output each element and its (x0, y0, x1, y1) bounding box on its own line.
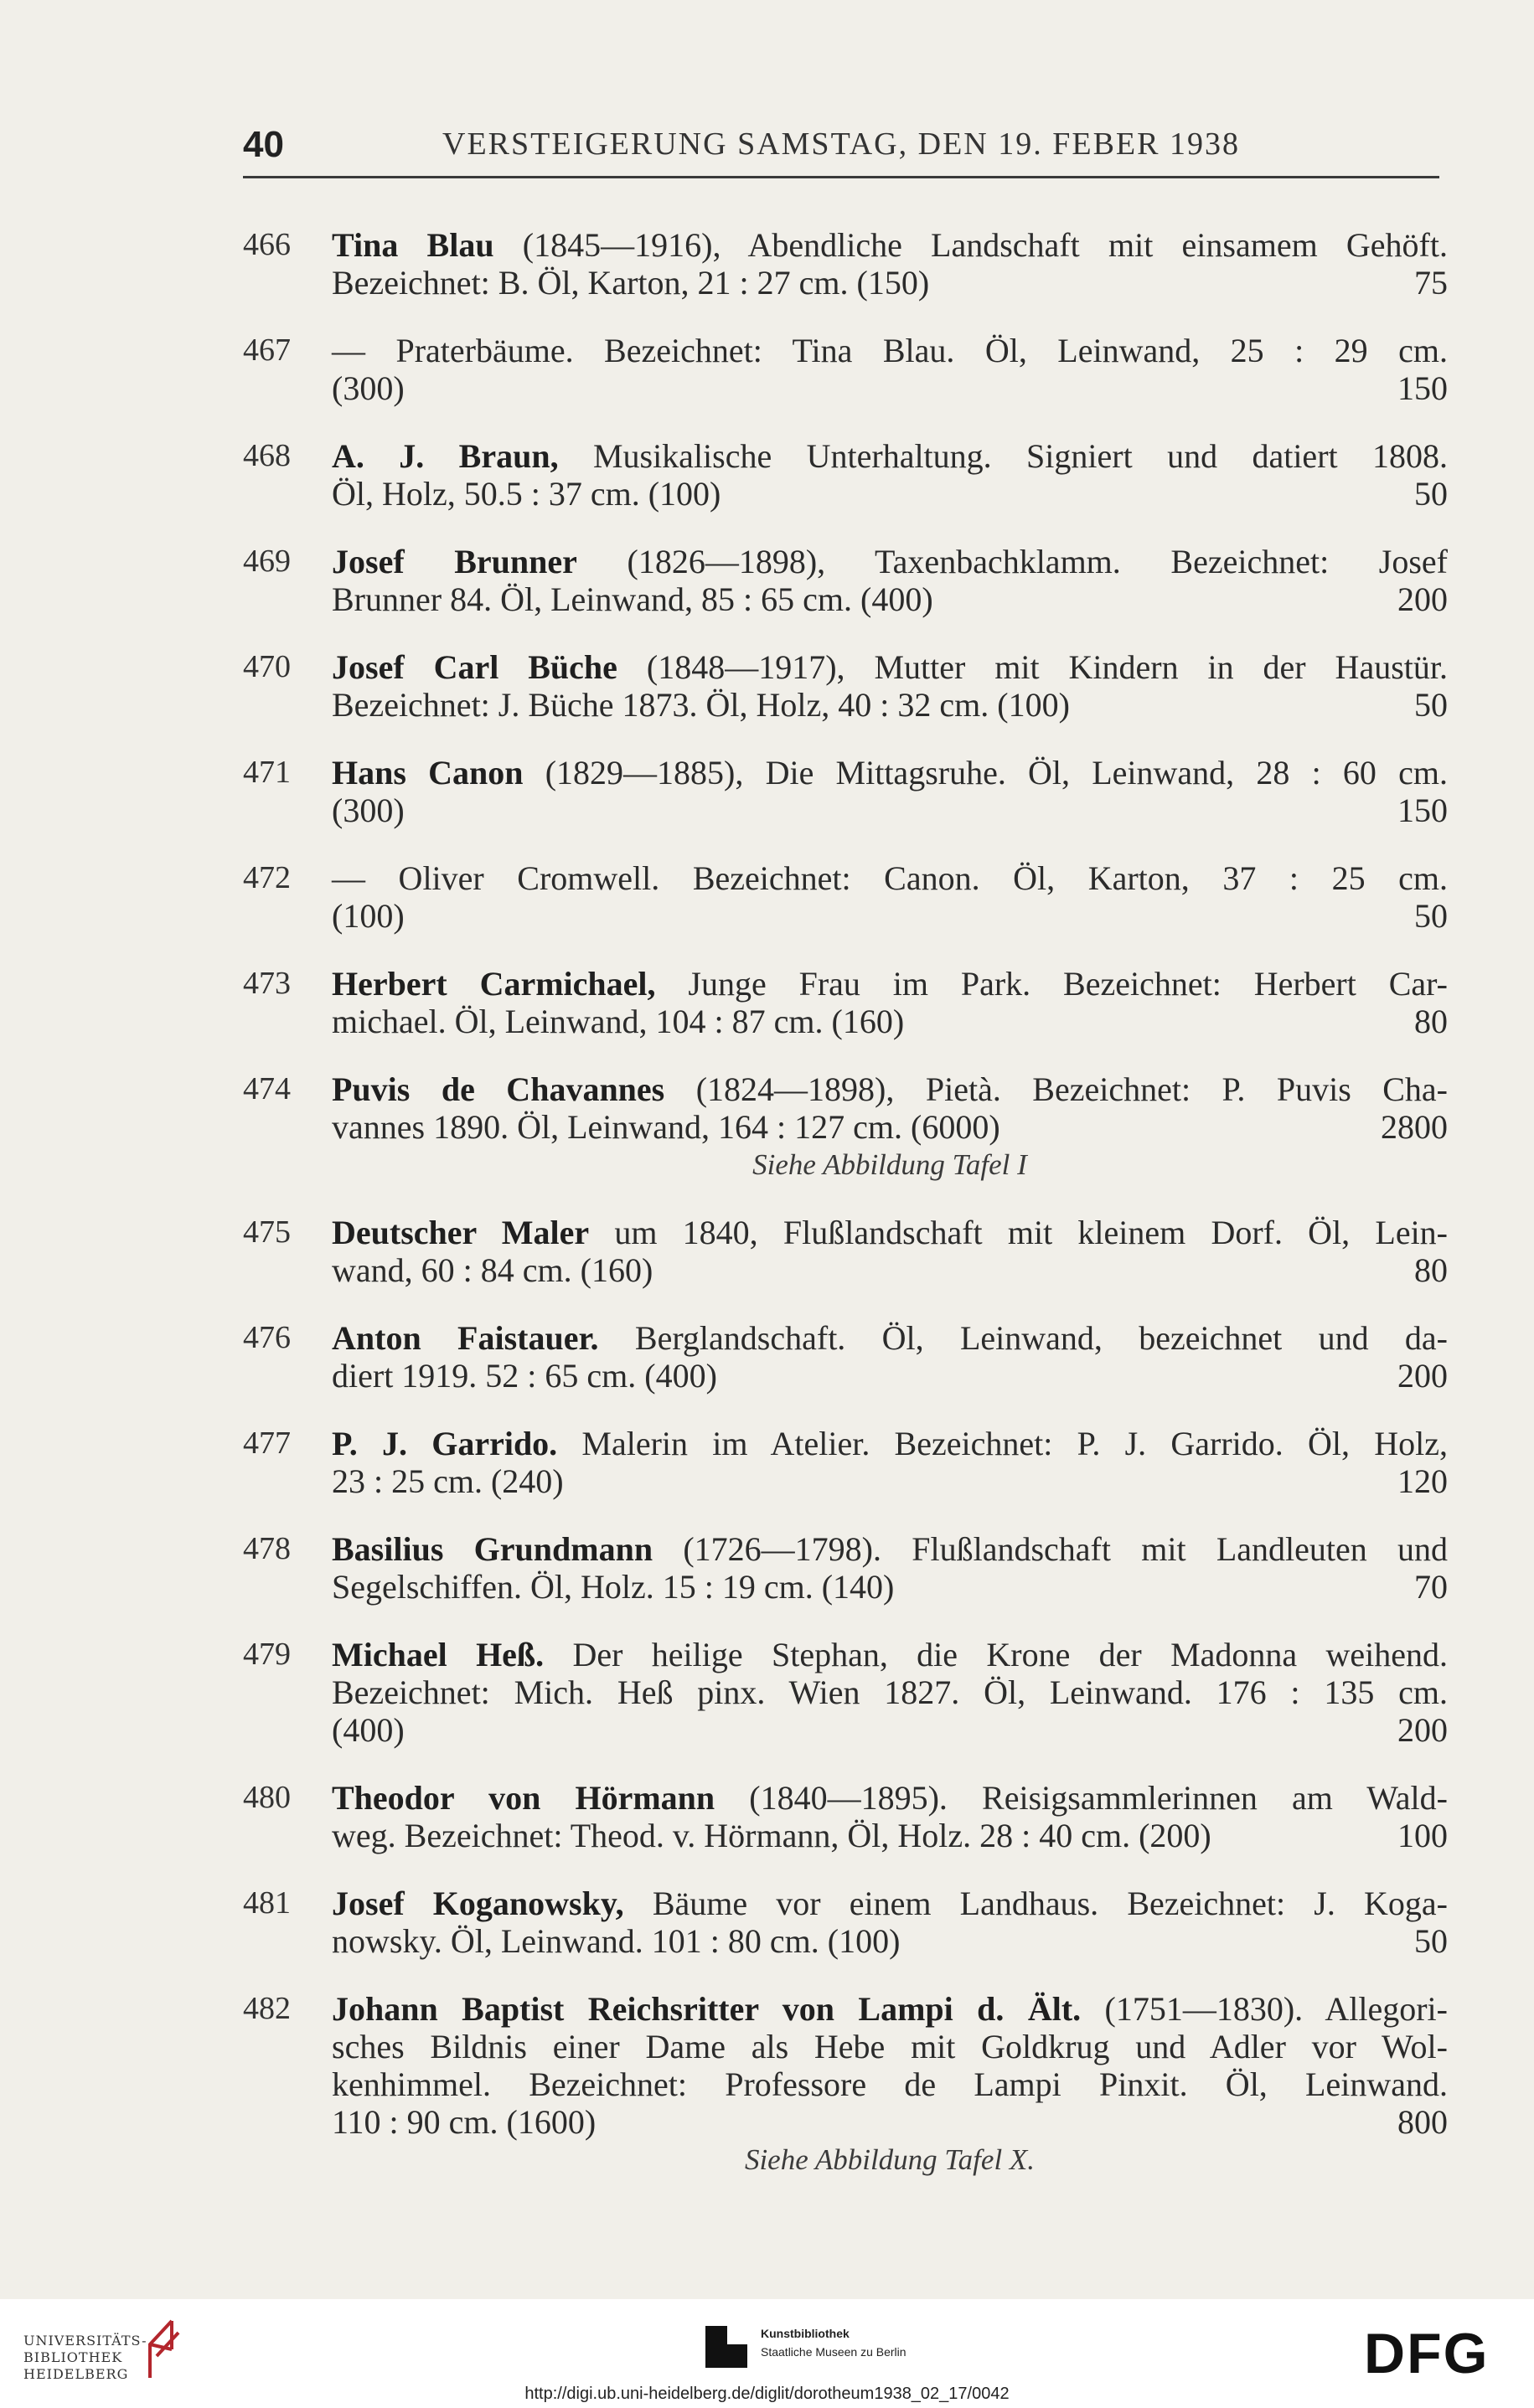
lot-number: 471 (243, 755, 291, 790)
estimate-price: 50 (1414, 897, 1448, 935)
lot-description (332, 1636, 1448, 1749)
description-line (332, 1711, 1448, 1749)
lot-description (332, 543, 1448, 618)
lot-description (332, 1990, 1448, 2141)
lot-entry (243, 1636, 1448, 1749)
lot-entry (243, 437, 1448, 513)
description-line (332, 1636, 1448, 1673)
lot-description (332, 965, 1448, 1040)
estimate-price: 80 (1414, 1251, 1448, 1289)
description-text: Brunner 84. Öl, Leinwand, 85 : 65 cm. (400) (332, 580, 933, 618)
description-text: Bezeichnet: B. Öl, Karton, 21 : 27 cm. (150) (332, 264, 930, 302)
dfg-logo: DFG (1364, 2322, 1490, 2385)
description-text: (1848—1917), Mutter mit Kindern in der Haustür. (617, 648, 1448, 686)
description-text: — Praterbäume. Bezeichnet: Tina Blau. Öl, Leinwand, 25 : 29 cm. (332, 332, 1448, 369)
description-line (332, 1357, 1448, 1395)
description-text: Bäume vor einem Landhaus. Bezeichnet: J. Koga- (623, 1885, 1448, 1922)
description-text: Öl, Holz, 50.5 : 37 cm. (100) (332, 475, 721, 513)
description-text: Segelschiffen. Öl, Holz. 15 : 19 cm. (140) (332, 1568, 895, 1606)
estimate-price: 70 (1414, 1568, 1448, 1606)
description-line (332, 1251, 1448, 1289)
description-line (332, 580, 1448, 618)
description-line (332, 965, 1448, 1003)
description-text: (1824—1898), Pietà. Bezeichnet: P. Puvis Cha- (664, 1070, 1448, 1108)
description-text: (400) (332, 1711, 405, 1749)
estimate-price: 150 (1397, 369, 1448, 407)
lot-entry (243, 1319, 1448, 1395)
artist-name: Deutscher Maler (332, 1214, 590, 1251)
estimate-price: 80 (1414, 1003, 1448, 1040)
description-text: sches Bildnis einer Dame als Hebe mit Goldkrug und Adler vor Wol- (332, 2028, 1448, 2065)
description-text: 110 : 90 cm. (1600) (332, 2103, 597, 2141)
description-line (332, 1779, 1448, 1817)
artist-name: Johann Baptist Reichsritter von Lampi d. Ält. (332, 1990, 1082, 2028)
plate-reference: Siehe Abbildung Tafel I (752, 1148, 1027, 1181)
lot-number: 475 (243, 1214, 291, 1250)
lot-description (332, 648, 1448, 724)
description-text: michael. Öl, Leinwand, 104 : 87 cm. (160) (332, 1003, 905, 1040)
lot-number: 476 (243, 1320, 291, 1355)
description-line (332, 1214, 1448, 1251)
description-text: Junge Frau im Park. Bezeichnet: Herbert Car- (655, 965, 1448, 1003)
lot-number: 467 (243, 333, 291, 368)
description-line (332, 2103, 1448, 2141)
artist-name: P. J. Garrido. (332, 1425, 558, 1462)
estimate-price: 50 (1414, 1922, 1448, 1960)
description-line (332, 369, 1448, 407)
kunstbibliothek-logo-icon (702, 2323, 751, 2371)
lot-entry (243, 226, 1448, 302)
description-text: Berglandschaft. Öl, Leinwand, bezeichnet und da- (598, 1319, 1449, 1357)
lot-number: 474 (243, 1071, 291, 1106)
plate-reference: Siehe Abbildung Tafel X. (744, 2143, 1036, 2176)
artist-name: Tina Blau (332, 226, 494, 264)
description-line (332, 2028, 1448, 2065)
description-line (332, 1817, 1448, 1854)
description-text: (300) (332, 369, 405, 407)
description-line (332, 437, 1448, 475)
page-number: 40 (243, 124, 284, 165)
description-text: Malerin im Atelier. Bezeichnet: P. J. Garrido. Öl, Holz, (557, 1425, 1448, 1462)
lot-entry (243, 1990, 1448, 2179)
estimate-price: 75 (1414, 264, 1448, 302)
artist-name: A. J. Braun, (332, 437, 559, 475)
description-text: Bezeichnet: Mich. Heß pinx. Wien 1827. Öl, Leinwand. 176 : 135 cm. (332, 1673, 1448, 1711)
page-header (243, 117, 1439, 178)
lot-description (332, 1530, 1448, 1606)
estimate-price: 120 (1397, 1462, 1448, 1500)
description-text: kenhimmel. Bezeichnet: Professore de Lampi Pinxit. Öl, Leinwand. (332, 2065, 1448, 2103)
lot-description (332, 1319, 1448, 1395)
lot-description (332, 859, 1448, 935)
lot-list (243, 226, 1448, 2209)
lot-entry (243, 332, 1448, 407)
description-text: (300) (332, 791, 405, 829)
description-line (332, 2065, 1448, 2103)
lot-entry (243, 1885, 1448, 1960)
lot-entry (243, 1779, 1448, 1854)
description-text: weg. Bezeichnet: Theod. v. Hörmann, Öl, Holz. 28 : 40 cm. (200) (332, 1817, 1211, 1854)
description-line (332, 1990, 1448, 2028)
artist-name: Theodor von Hörmann (332, 1779, 715, 1817)
lot-number: 482 (243, 1991, 291, 2026)
lot-description (332, 1779, 1448, 1854)
estimate-price: 2800 (1381, 1108, 1448, 1146)
description-line (332, 1530, 1448, 1568)
description-line (332, 1922, 1448, 1960)
description-text: Musikalische Unterhaltung. Signiert und datiert 1808. (558, 437, 1448, 475)
description-line (332, 648, 1448, 686)
description-text: Der heilige Stephan, die Krone der Madonna weihend. (544, 1636, 1448, 1673)
lot-description (332, 1425, 1448, 1500)
description-text: (1751—1830). Allegori- (1081, 1990, 1448, 2028)
description-text: (1726—1798). Flußlandschaft mit Landleuten und (653, 1530, 1448, 1568)
estimate-price: 800 (1397, 2103, 1448, 2141)
lot-description (332, 754, 1448, 829)
lot-entry (243, 543, 1448, 618)
description-text: (1845—1916), Abendliche Landschaft mit einsamem Gehöft. (493, 226, 1448, 264)
description-line (332, 543, 1448, 580)
description-line (332, 264, 1448, 302)
lot-entry (243, 1530, 1448, 1606)
kunstbibliothek-name: Kunstbibliothek Staatliche Museen zu Berlin (761, 2327, 906, 2359)
lot-number: 469 (243, 544, 291, 579)
artist-name: Puvis de Chavannes (332, 1070, 665, 1108)
description-line (332, 686, 1448, 724)
lot-entry (243, 1070, 1448, 1183)
running-title: VERSTEIGERUNG SAMSTAG, DEN 19. FEBER 1938 (442, 126, 1240, 162)
description-text: (1840—1895). Reisigsammlerinnen am Wald- (715, 1779, 1448, 1817)
description-text: (1826—1898), Taxenbachklamm. Bezeichnet: Josef (576, 543, 1448, 580)
lot-number: 468 (243, 438, 291, 473)
estimate-price: 100 (1397, 1817, 1448, 1854)
description-text: vannes 1890. Öl, Leinwand, 164 : 127 cm. (6000) (332, 1108, 1000, 1146)
artist-name: Josef Koganowsky, (332, 1885, 624, 1922)
description-line (332, 1462, 1448, 1500)
description-line (332, 1319, 1448, 1357)
estimate-price: 200 (1397, 1711, 1448, 1749)
lot-description (332, 1070, 1448, 1146)
description-line (332, 332, 1448, 369)
lot-number: 466 (243, 227, 291, 262)
lot-description (332, 1214, 1448, 1289)
description-line (332, 791, 1448, 829)
lot-entry (243, 1214, 1448, 1289)
artist-name: Michael Heß. (332, 1636, 545, 1673)
description-line (332, 1108, 1448, 1146)
description-text: (1829—1885), Die Mittagsruhe. Öl, Leinwand, 28 : 60 cm. (523, 754, 1448, 791)
description-text: wand, 60 : 84 cm. (160) (332, 1251, 653, 1289)
lot-number: 477 (243, 1426, 291, 1461)
estimate-price: 50 (1414, 686, 1448, 724)
description-line (332, 226, 1448, 264)
description-line (332, 1003, 1448, 1040)
estimate-price: 150 (1397, 791, 1448, 829)
description-line (332, 897, 1448, 935)
lot-description (332, 437, 1448, 513)
estimate-price: 200 (1397, 1357, 1448, 1395)
lot-entry (243, 965, 1448, 1040)
description-line (332, 859, 1448, 897)
description-line (332, 1070, 1448, 1108)
lot-number: 480 (243, 1780, 291, 1815)
lot-description (332, 226, 1448, 302)
lot-number: 481 (243, 1885, 291, 1921)
estimate-price: 200 (1397, 580, 1448, 618)
description-text: Bezeichnet: J. Büche 1873. Öl, Holz, 40 : 32 cm. (100) (332, 686, 1070, 724)
artist-name: Josef Carl Büche (332, 648, 617, 686)
description-text: — Oliver Cromwell. Bezeichnet: Canon. Öl, Karton, 37 : 25 cm. (332, 859, 1448, 897)
footer (0, 2299, 1534, 2408)
university-library-name: UNIVERSITÄTS- BIBLIOTHEK HEIDELBERG (23, 2333, 147, 2382)
artist-name: Anton Faistauer. (332, 1319, 599, 1357)
description-line (332, 1425, 1448, 1462)
description-line (332, 475, 1448, 513)
lot-description (332, 332, 1448, 407)
description-line (332, 754, 1448, 791)
lot-number: 472 (243, 860, 291, 895)
lot-entry (243, 1425, 1448, 1500)
description-line (332, 1885, 1448, 1922)
description-text: nowsky. Öl, Leinwand. 101 : 80 cm. (100) (332, 1922, 901, 1960)
artist-name: Hans Canon (332, 754, 524, 791)
artist-name: Josef Brunner (332, 543, 577, 580)
university-logo-icon (138, 2316, 189, 2383)
lot-number: 479 (243, 1637, 291, 1672)
lot-number: 478 (243, 1531, 291, 1566)
description-text: um 1840, Flußlandschaft mit kleinem Dorf. Öl, Lein- (589, 1214, 1449, 1251)
lot-entry (243, 754, 1448, 829)
lot-number: 470 (243, 649, 291, 684)
description-text: 23 : 25 cm. (240) (332, 1462, 564, 1500)
description-line (332, 1673, 1448, 1711)
source-url[interactable]: http://digi.ub.uni-heidelberg.de/diglit/dorotheum1938_02_17/0042 (524, 2385, 1010, 2403)
lot-description (332, 1885, 1448, 1960)
estimate-price: 50 (1414, 475, 1448, 513)
artist-name: Herbert Carmichael, (332, 965, 656, 1003)
artist-name: Basilius Grundmann (332, 1530, 653, 1568)
lot-entry (243, 648, 1448, 724)
description-text: (100) (332, 897, 405, 935)
lot-entry (243, 859, 1448, 935)
description-line (332, 1568, 1448, 1606)
lot-number: 473 (243, 966, 291, 1001)
description-text: diert 1919. 52 : 65 cm. (400) (332, 1357, 717, 1395)
